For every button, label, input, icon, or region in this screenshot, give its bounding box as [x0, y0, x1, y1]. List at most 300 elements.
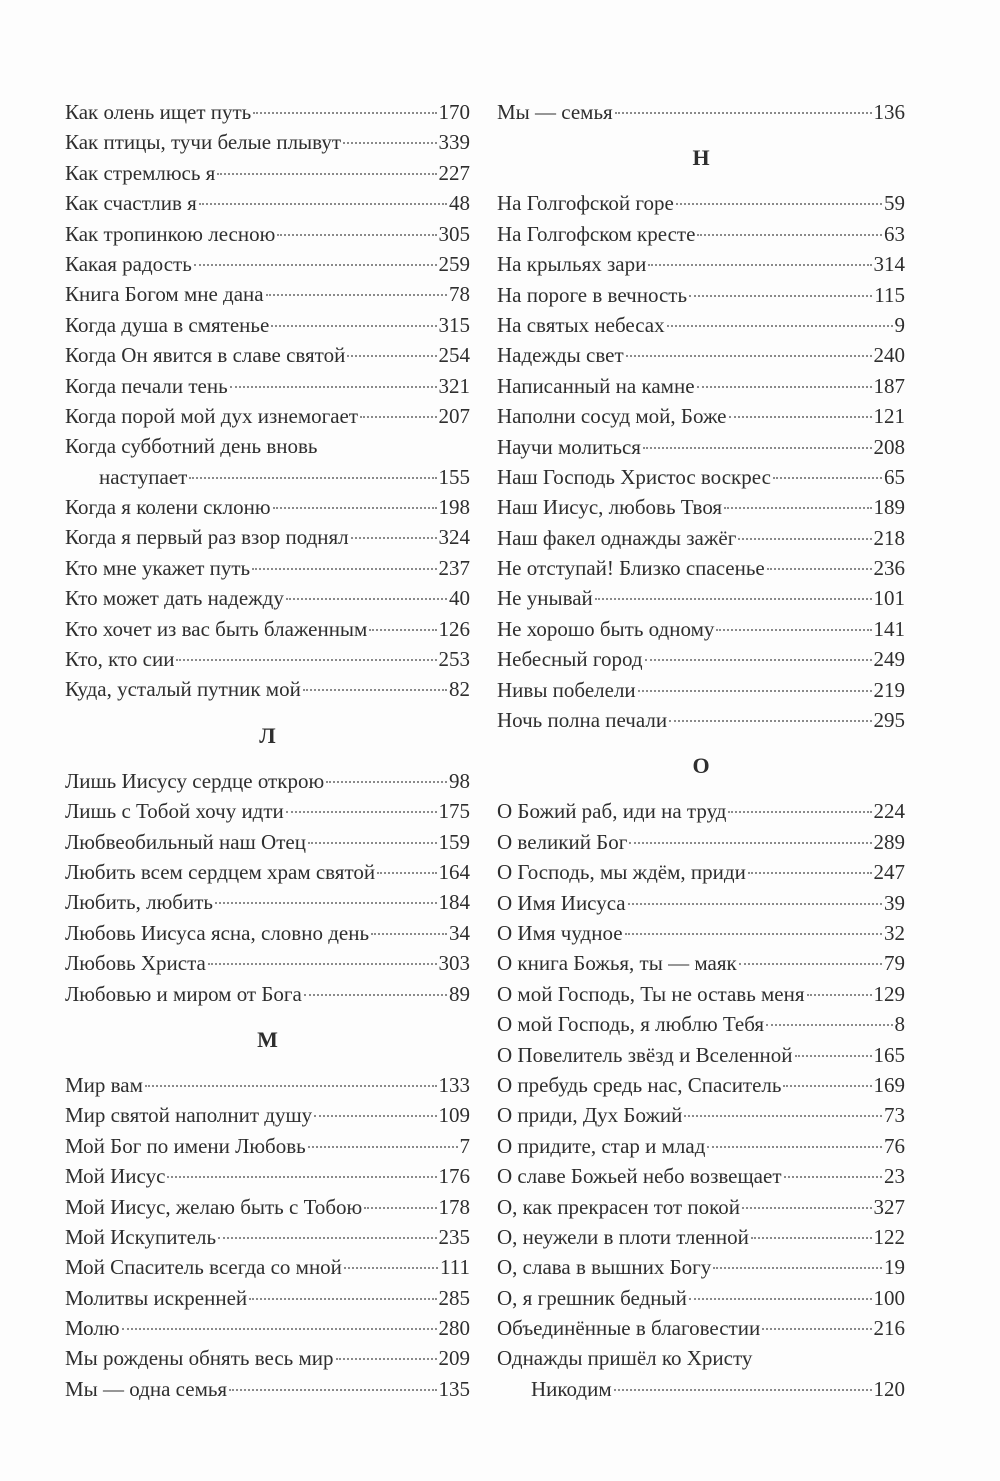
dot-leader: [667, 325, 893, 327]
entry-title: О придите, стар и млад: [497, 1133, 706, 1158]
entry-title: Любовь Иисуса ясна, словно день: [65, 920, 370, 945]
entry-page-number: 63: [884, 221, 905, 246]
dot-leader: [795, 1055, 872, 1057]
dot-leader: [762, 1328, 871, 1330]
entry-page-number: 236: [873, 556, 905, 581]
entry-title: Когда я первый раз взор поднял: [65, 525, 349, 550]
index-entry: [65, 1100, 470, 1130]
index-entry: [497, 948, 905, 978]
entry-page-number: 249: [873, 647, 905, 672]
index-entry: [497, 249, 905, 279]
index-entry: [497, 583, 905, 613]
entry-page-number: 34: [449, 920, 470, 945]
index-entry: [497, 1161, 905, 1191]
entry-title: Написанный на камне: [497, 373, 695, 398]
entry-title: О Божий раб, иди на труд: [497, 799, 727, 824]
dot-leader: [215, 902, 437, 904]
dot-leader: [645, 659, 872, 661]
entry-page-number: 109: [438, 1103, 470, 1128]
entry-title: наступает: [99, 464, 188, 489]
index-entry: [65, 188, 470, 218]
entry-title: Наш Господь Христос воскрес: [497, 464, 771, 489]
index-entry: [65, 1192, 470, 1222]
index-entry: [497, 219, 905, 249]
entry-page-number: 48: [449, 191, 470, 216]
entry-title: Как олень ищет путь: [65, 100, 252, 124]
dot-leader: [208, 963, 437, 965]
index-entry: [65, 279, 470, 309]
dot-leader: [629, 842, 871, 844]
dot-leader: [766, 1024, 892, 1026]
index-entry: [65, 1161, 470, 1191]
dot-leader: [351, 537, 437, 539]
entry-page-number: 159: [438, 829, 470, 854]
entry-title: О, слава в вышних Богу: [497, 1255, 712, 1280]
index-entry: [65, 401, 470, 431]
dot-leader: [716, 629, 871, 631]
entry-title: О Имя Иисуса: [497, 890, 626, 915]
index-entry: [497, 1222, 905, 1252]
index-entry: [65, 553, 470, 583]
entry-title: Кто мне укажет путь: [65, 555, 251, 580]
section-letter-heading: М: [257, 1026, 278, 1052]
entry-title: Как птицы, тучи белые плывут: [65, 130, 342, 155]
entry-title: Объединённые в благовестии: [497, 1316, 761, 1341]
index-entry: [65, 522, 470, 552]
dot-leader: [167, 1176, 436, 1178]
entry-title: Любовь Христа: [65, 951, 206, 976]
dot-leader: [336, 1358, 437, 1360]
entry-title: О великий Бог: [497, 829, 628, 854]
index-entry: [497, 432, 905, 462]
entry-page-number: 141: [873, 616, 905, 641]
entry-page-number: 89: [449, 981, 470, 1006]
dot-leader: [199, 203, 447, 205]
entry-page-number: 135: [438, 1376, 470, 1401]
index-entry: [65, 918, 470, 948]
entry-page-number: 216: [873, 1316, 905, 1341]
dot-leader: [304, 994, 447, 996]
entry-title: Как тропинкою лесною: [65, 221, 276, 246]
index-entry: [65, 249, 470, 279]
dot-leader: [783, 1085, 871, 1087]
entry-page-number: 176: [438, 1164, 470, 1189]
index-entry: [497, 1040, 905, 1070]
index-entry: [497, 1009, 905, 1039]
dot-leader: [273, 507, 437, 509]
dot-leader: [176, 659, 436, 661]
dot-leader: [189, 477, 436, 479]
entry-page-number: 98: [449, 768, 470, 793]
dot-leader: [628, 903, 882, 905]
entry-page-number: 73: [884, 1103, 905, 1128]
dot-leader: [767, 568, 872, 570]
dot-leader: [615, 112, 872, 114]
index-entry: [65, 1374, 470, 1404]
entry-page-number: 209: [438, 1346, 470, 1371]
entry-title: О мой Господь, я люблю Тебя: [497, 1012, 765, 1037]
entry-title: Какая радость: [65, 251, 192, 276]
dot-leader: [751, 1237, 872, 1239]
dot-leader: [784, 1176, 883, 1178]
index-entry: [65, 158, 470, 188]
index-entry: [65, 583, 470, 613]
entry-page-number: 59: [884, 191, 905, 216]
index-entry: [497, 888, 905, 918]
entry-title: Лишь с Тобой хочу идти: [65, 799, 284, 824]
index-entry: [65, 1252, 470, 1282]
index-entry: [65, 614, 470, 644]
entry-title: Лишь Иисусу сердце открою: [65, 768, 325, 793]
entry-page-number: 7: [459, 1133, 470, 1158]
entry-title: О Имя чудное: [497, 920, 623, 945]
dot-leader: [145, 1085, 437, 1087]
index-entry: [497, 857, 905, 887]
entry-page-number: 126: [438, 616, 470, 641]
entry-title: Книга Богом мне дана: [65, 282, 264, 307]
dot-leader: [286, 598, 447, 600]
entry-title: Куда, усталый путник мой: [65, 677, 301, 702]
index-entry: [497, 705, 905, 735]
entry-title: Не унывай: [497, 586, 593, 611]
entry-title: Мы рождены обнять весь мир: [65, 1346, 334, 1371]
dot-leader: [230, 386, 437, 388]
index-entry: [497, 280, 905, 310]
index-entry: [65, 310, 470, 340]
index-entry: [65, 1343, 470, 1373]
index-entry: [497, 796, 905, 826]
index-entry: [497, 1131, 905, 1161]
dot-leader: [303, 689, 447, 691]
entry-page-number: 65: [884, 464, 905, 489]
index-column-left: [65, 97, 470, 1404]
entry-title: Как счастлив я: [65, 191, 197, 216]
entry-page-number: 78: [449, 282, 470, 307]
section-letter-heading: Н: [692, 145, 710, 171]
entry-page-number: 189: [873, 495, 905, 520]
index-entry: [65, 766, 470, 796]
index-entry: [497, 188, 905, 218]
entry-title: Наш Иисус, любовь Твоя: [497, 495, 723, 520]
entry-page-number: 259: [438, 251, 470, 276]
entry-title: Кто хочет из вас быть блаженным: [65, 616, 368, 641]
index-entry: [65, 827, 470, 857]
dot-leader: [252, 568, 436, 570]
dot-leader: [253, 112, 436, 114]
dot-leader: [347, 355, 436, 357]
entry-title: Когда душа в смятенье: [65, 312, 270, 337]
index-entry: [497, 553, 905, 583]
entry-page-number: 122: [873, 1224, 905, 1249]
index-entry: [497, 97, 905, 127]
dot-leader: [729, 416, 872, 418]
entry-page-number: 82: [449, 677, 470, 702]
index-entry: [65, 1070, 470, 1100]
dot-leader: [194, 264, 437, 266]
entry-page-number: 155: [438, 464, 470, 489]
entry-page-number: 305: [438, 221, 470, 246]
entry-page-number: 165: [873, 1042, 905, 1067]
entry-title: Надежды свет: [497, 343, 624, 368]
section-letter-heading: Л: [259, 722, 276, 748]
entry-title: На Голгофском кресте: [497, 221, 696, 246]
dot-leader: [684, 1115, 882, 1117]
entry-title: Когда порой мой дух изнемогает: [65, 403, 359, 428]
dot-leader: [308, 842, 437, 844]
entry-title: Когда Он явится в славе святой: [65, 343, 346, 368]
entry-title: Мой Иисус, желаю быть с Тобою: [65, 1194, 363, 1219]
dot-leader: [377, 872, 436, 874]
entry-title: Любить всем сердцем храм святой: [65, 859, 376, 884]
dot-leader: [638, 690, 872, 692]
entry-page-number: 164: [438, 859, 470, 884]
dot-leader: [218, 1237, 436, 1239]
entry-title: О приди, Дух Божий: [497, 1103, 683, 1128]
index-entry: [65, 371, 470, 401]
entry-page-number: 136: [873, 100, 905, 124]
entry-page-number: 101: [873, 586, 905, 611]
entry-page-number: 314: [873, 252, 905, 277]
dot-leader: [249, 1298, 436, 1300]
index-entry: [497, 918, 905, 948]
entry-page-number: 324: [438, 525, 470, 550]
dot-leader: [122, 1328, 437, 1330]
entry-title: Небесный город: [497, 647, 643, 672]
index-entry: [497, 614, 905, 644]
entry-title: Молю: [65, 1316, 120, 1341]
index-entry: [65, 948, 470, 978]
entry-page-number: 224: [873, 799, 905, 824]
dot-leader: [360, 416, 436, 418]
entry-title: О, как прекрасен тот покой: [497, 1194, 740, 1219]
index-entry: [65, 97, 470, 127]
entry-page-number: 198: [438, 495, 470, 520]
dot-leader: [271, 325, 436, 327]
entry-title: Любить, любить: [65, 890, 213, 915]
dot-leader: [229, 1389, 436, 1391]
dot-leader: [625, 933, 882, 935]
entry-title: Любвеобильный наш Отец: [65, 829, 306, 854]
entry-page-number: 315: [438, 312, 470, 337]
entry-title: О книга Божья, ты — маяк: [497, 951, 737, 976]
entry-page-number: 187: [873, 373, 905, 398]
dot-leader: [773, 477, 882, 479]
index-entry: [497, 310, 905, 340]
dot-leader: [669, 720, 871, 722]
entry-page-number: 76: [884, 1133, 905, 1158]
dot-leader: [314, 1115, 436, 1117]
index-entry: [497, 340, 905, 370]
index-entry: [65, 1283, 470, 1313]
entry-page-number: 19: [884, 1255, 905, 1280]
entry-page-number: 253: [438, 647, 470, 672]
dot-leader: [707, 1146, 882, 1148]
entry-page-number: 207: [438, 403, 470, 428]
index-entry: [497, 1252, 905, 1282]
entry-title: Мой Спаситель всегда со мной: [65, 1255, 342, 1280]
entry-page-number: 237: [438, 555, 470, 580]
index-entry-first-line: [65, 431, 470, 461]
entry-page-number: 175: [438, 799, 470, 824]
index-entry: [497, 1192, 905, 1222]
entry-page-number: 254: [438, 343, 470, 368]
entry-page-number: 285: [438, 1285, 470, 1310]
index-entry: [65, 1222, 470, 1252]
index-entry: [65, 462, 470, 492]
index-entry: [65, 979, 470, 1009]
index-entry: [65, 219, 470, 249]
index-entry: [65, 887, 470, 917]
entry-title: Молитвы искренней: [65, 1285, 248, 1310]
entry-page-number: 9: [894, 312, 905, 337]
dot-leader: [217, 173, 436, 175]
dot-leader: [742, 1207, 872, 1209]
entry-title: На пороге в вечность: [497, 282, 688, 307]
entry-title: Однажды пришёл ко Христу: [497, 1346, 753, 1371]
dot-leader: [595, 598, 872, 600]
entry-title: Когда я колени склоню: [65, 495, 271, 520]
index-entry: [65, 857, 470, 887]
dot-leader: [343, 142, 436, 144]
index-entry: [497, 371, 905, 401]
entry-page-number: 227: [438, 160, 470, 185]
entry-page-number: 289: [873, 829, 905, 854]
dot-leader: [738, 538, 871, 540]
entry-page-number: 327: [873, 1194, 905, 1219]
dot-leader: [739, 963, 882, 965]
entry-title: Наполни сосуд мой, Боже: [497, 404, 727, 429]
entry-page-number: 219: [873, 677, 905, 702]
entry-page-number: 235: [438, 1224, 470, 1249]
index-entry: [497, 1374, 905, 1404]
entry-page-number: 170: [438, 100, 470, 124]
entry-page-number: 39: [884, 890, 905, 915]
entry-title: Мир святой наполнит душу: [65, 1103, 313, 1128]
entry-title: О, неужели в плоти тленной: [497, 1224, 749, 1249]
entry-title: Мой Бог по имени Любовь: [65, 1133, 306, 1158]
dot-leader: [713, 1267, 882, 1269]
index-entry: [497, 644, 905, 674]
entry-page-number: 120: [873, 1376, 905, 1401]
entry-title: Нивы побелели: [497, 677, 636, 702]
index-entry: [65, 492, 470, 522]
dot-leader: [648, 264, 871, 266]
dot-leader: [689, 1298, 872, 1300]
entry-title: Мы — семья: [497, 100, 613, 124]
entry-title: О славе Божьей небо возвещает: [497, 1164, 782, 1189]
dot-leader: [697, 234, 882, 236]
index-entry: [497, 827, 905, 857]
entry-title: Мой Иисус: [65, 1164, 166, 1189]
index-column-right: [497, 97, 905, 1404]
index-entry: [65, 796, 470, 826]
entry-page-number: 208: [873, 434, 905, 459]
entry-title: О Господь, мы ждём, приди: [497, 860, 746, 885]
dot-leader: [326, 781, 447, 783]
entry-title: Любовью и миром от Бога: [65, 981, 302, 1006]
index-entry: [65, 1131, 470, 1161]
dot-leader: [369, 629, 436, 631]
entry-title: Как стремлюсь я: [65, 160, 216, 185]
entry-page-number: 111: [440, 1255, 470, 1280]
entry-title: На крыльях зари: [497, 252, 647, 277]
dot-leader: [626, 355, 872, 357]
index-entry: [497, 1070, 905, 1100]
entry-title: Когда печали тень: [65, 373, 228, 398]
entry-page-number: 79: [884, 951, 905, 976]
entry-page-number: 339: [438, 130, 470, 155]
dot-leader: [614, 1389, 872, 1391]
index-entry: [497, 675, 905, 705]
section-letter-heading: О: [692, 753, 710, 779]
index-entry: [497, 462, 905, 492]
entry-title: Не хорошо быть одному: [497, 616, 715, 641]
entry-page-number: 184: [438, 890, 470, 915]
index-entry-first-line: [497, 1343, 905, 1373]
dot-leader: [364, 1207, 436, 1209]
index-entry: [65, 127, 470, 157]
dot-leader: [643, 447, 872, 449]
entry-page-number: 133: [438, 1072, 470, 1097]
entry-title: Мой Искупитель: [65, 1224, 217, 1249]
entry-title: О, я грешник бедный: [497, 1285, 687, 1310]
index-entry: [497, 1283, 905, 1313]
entry-page-number: 178: [438, 1194, 470, 1219]
entry-page-number: 115: [874, 282, 905, 307]
dot-leader: [748, 872, 872, 874]
entry-title: Наш факел однажды зажёг: [497, 525, 737, 550]
dot-leader: [807, 994, 872, 996]
index-entry: [497, 1313, 905, 1343]
index-entry: [497, 492, 905, 522]
dot-leader: [724, 507, 871, 509]
entry-title: На святых небесах: [497, 312, 665, 337]
entry-title: Когда субботний день вновь: [65, 434, 318, 459]
entry-page-number: 8: [894, 1012, 905, 1037]
entry-page-number: 240: [873, 343, 905, 368]
entry-title: Кто может дать надежду: [65, 586, 284, 611]
entry-page-number: 218: [873, 525, 905, 550]
entry-page-number: 32: [884, 920, 905, 945]
entry-page-number: 280: [438, 1316, 470, 1341]
entry-page-number: 169: [873, 1072, 905, 1097]
entry-page-number: 100: [873, 1285, 905, 1310]
index-entry: [65, 1313, 470, 1343]
dot-leader: [266, 294, 447, 296]
dot-leader: [371, 933, 447, 935]
dot-leader: [344, 1267, 438, 1269]
entry-title: Мы — одна семья: [65, 1376, 228, 1401]
entry-title: Не отступай! Близко спасенье: [497, 556, 765, 581]
entry-title: Никодим: [531, 1376, 612, 1401]
index-entry: [497, 401, 905, 431]
entry-title: На Голгофской горе: [497, 191, 674, 216]
dot-leader: [286, 811, 437, 813]
entry-title: Кто, кто сии: [65, 647, 175, 672]
entry-title: Мир вам: [65, 1072, 143, 1097]
entry-page-number: 295: [873, 708, 905, 733]
entry-page-number: 321: [438, 373, 470, 398]
entry-page-number: 303: [438, 951, 470, 976]
entry-page-number: 121: [873, 404, 905, 429]
entry-title: Ночь полна печали: [497, 708, 668, 733]
entry-title: Научи молиться: [497, 434, 641, 459]
entry-page-number: 23: [884, 1164, 905, 1189]
index-entry: [497, 523, 905, 553]
entry-title: О Повелитель звёзд и Вселенной: [497, 1042, 793, 1067]
index-entry: [65, 340, 470, 370]
dot-leader: [689, 295, 872, 297]
